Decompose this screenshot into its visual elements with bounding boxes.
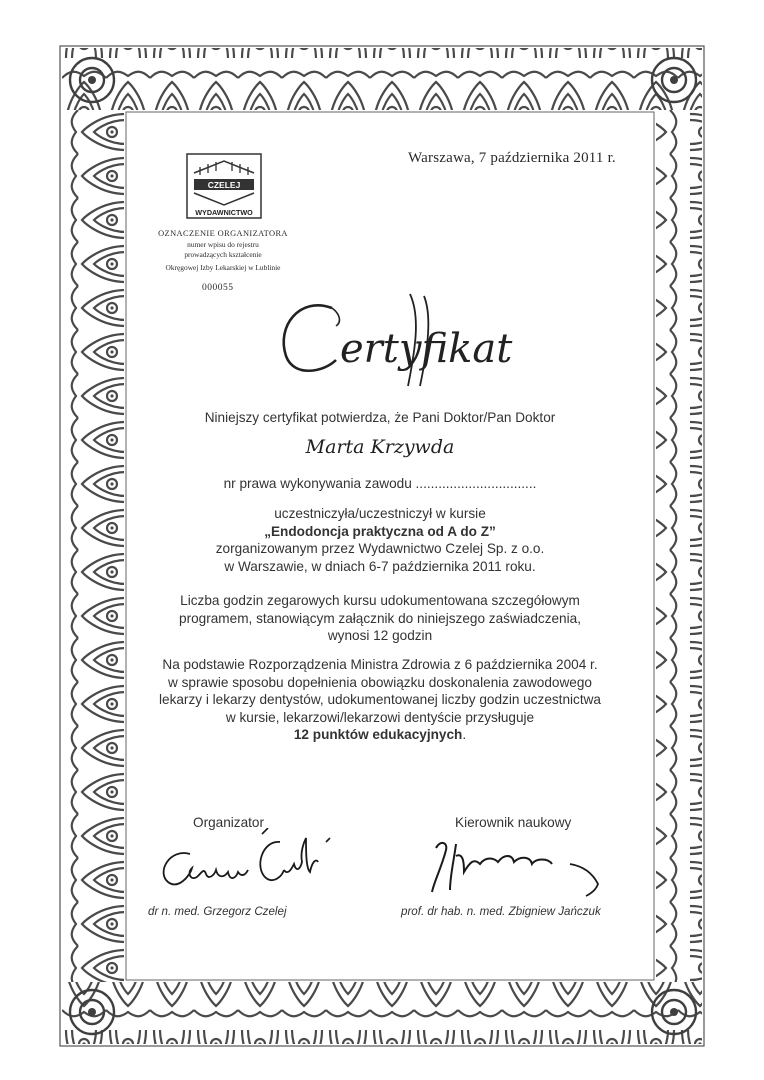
- points-line-1: Na podstawie Rozporządzenia Ministra Zdrowia z 6 października 2004 r.: [162, 657, 598, 672]
- hours-line-3: wynosi 12 godzin: [327, 628, 433, 643]
- course-line-1: uczestniczyła/uczestniczył w kursie: [274, 506, 486, 521]
- hours-block: [130, 592, 630, 645]
- organizer-label: OZNACZENIE ORGANIZATORA: [158, 229, 288, 238]
- scientific-head-signature: [420, 836, 610, 900]
- certificate-title: [270, 286, 530, 396]
- organizer-line-3: Okręgowej Izby Lekarskiej w Lublinie: [165, 263, 281, 272]
- intro-text: Niniejszy certyfikat potwierdza, że Pani Doktor/Pan Doktor: [204, 410, 556, 425]
- organizer-line-2: prowadzących kształcenie: [184, 250, 262, 259]
- course-line-4: w Warszawie, w dniach 6-7 października 2011 roku.: [224, 558, 536, 574]
- scientific-head-name: prof. dr hab. n. med. Zbigniew Jańczuk: [401, 905, 601, 918]
- points-value: 12 punktów edukacyjnych: [293, 727, 463, 742]
- title-text: ertyfikat: [340, 326, 513, 372]
- organizer-signature-label: Organizator: [193, 815, 265, 830]
- course-line-3: zorganizowanym przez Wydawnictwo Czelej Sp. z o.o.: [215, 541, 545, 556]
- points-line-5: [130, 726, 630, 744]
- recipient-name: Marta Krzywda: [305, 436, 455, 458]
- course-name: „Endodoncja praktyczna od A do Z”: [264, 523, 496, 539]
- organizer-signature: [150, 828, 340, 896]
- place-date: Warszawa, 7 października 2011 r.: [408, 150, 616, 166]
- logo-brand: CZELEJ: [207, 180, 241, 190]
- license-line: nr prawa wykonywania zawodu ................................: [223, 476, 537, 491]
- book-icon: [194, 161, 254, 173]
- publisher-logo: [186, 153, 262, 219]
- points-line-4: w kursie, lekarzowi/lekarzowi dentyście przysługuje: [225, 709, 535, 725]
- organizer-name: dr n. med. Grzegorz Czelej: [148, 905, 287, 918]
- points-line-2: w sprawie sposobu dopełnienia obowiązku doskonalenia zawodowego: [168, 674, 592, 690]
- registry-number: 000055: [202, 283, 234, 293]
- points-block: [130, 656, 630, 744]
- course-block: [130, 505, 630, 575]
- logo-subtitle: WYDAWNICTWO: [195, 208, 253, 217]
- scientific-head-signature-label: Kierownik naukowy: [455, 815, 572, 830]
- points-line-3: lekarzy i lekarzy dentystów, udokumentowanej liczby godzin uczestnictwa: [158, 692, 601, 707]
- hours-line-1: Liczba godzin zegarowych kursu udokumentowana szczegółowym: [180, 593, 580, 608]
- points-suffix: .: [462, 727, 467, 742]
- hours-line-2: programem, stanowiącym załącznik do niniejszego zaświadczenia,: [179, 610, 581, 626]
- organizer-line-1: numer wpisu do rejestru: [187, 240, 259, 249]
